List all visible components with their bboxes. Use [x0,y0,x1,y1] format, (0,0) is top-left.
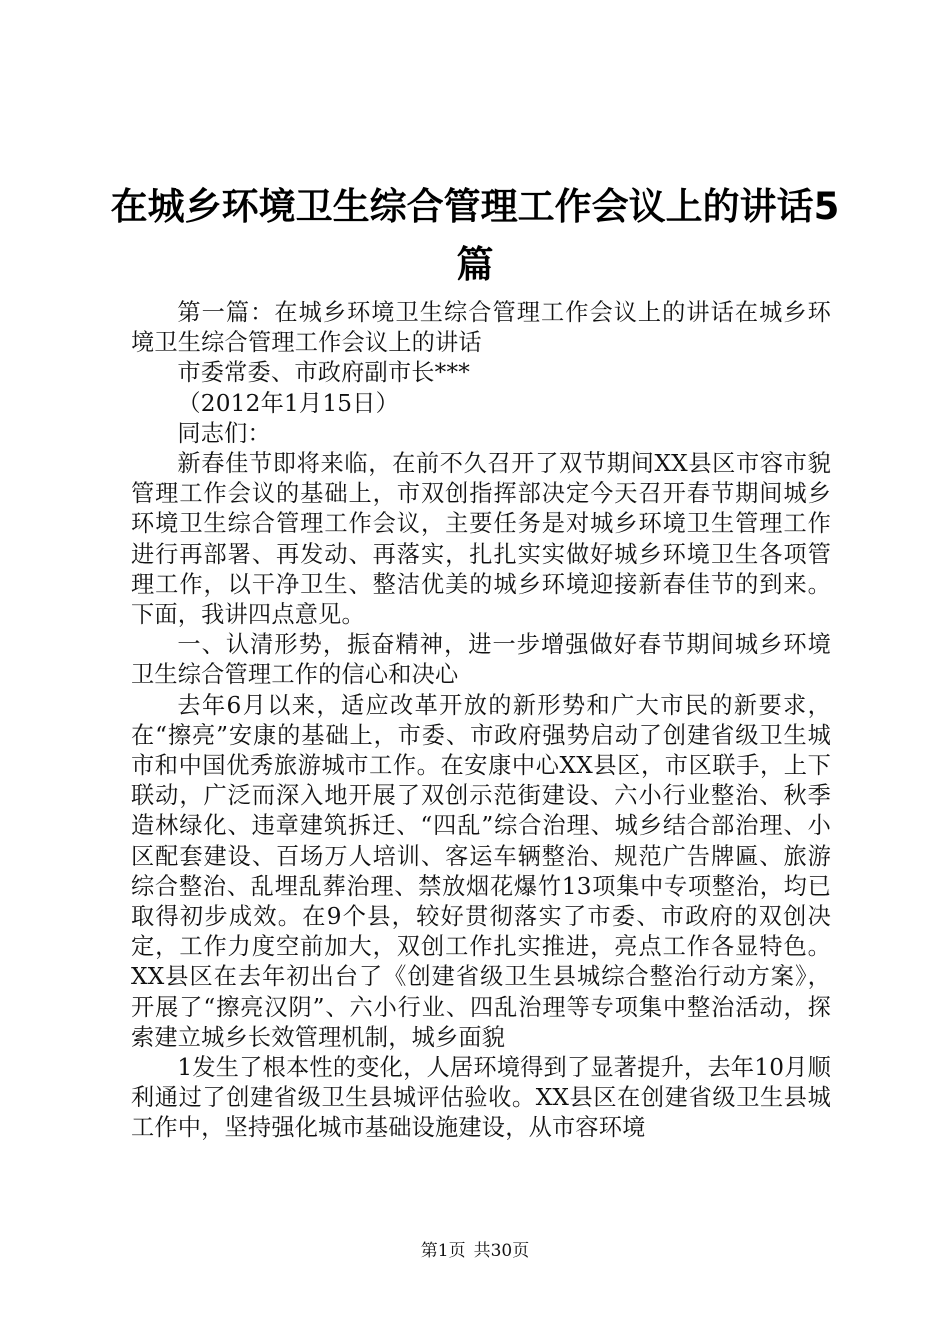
paragraph-intro: 新春佳节即将来临，在前不久召开了双节期间XX县区市容市貌管理工作会议的基础上，市双创指挥部决定今天召开春节期间城乡环境卫生综合管理工作会议，主要任务是对城乡环境卫生管理工作进行再部署、再发动、再落实，扎扎实实做好城乡环境卫生各项管理工作，以干净卫生、整洁优美的城乡环境迎接新春佳节的到来。下面，我讲四点意见。 [131,450,831,629]
paragraph-continuation: 1发生了根本性的变化，人居环境得到了显著提升，去年10月顺利通过了创建省级卫生县城评估验收。XX县区在创建省级卫生县城工作中，坚持强化城市基础设施建设，从市容环境 [131,1054,831,1142]
paragraph-heading-first-piece: 第一篇：在城乡环境卫生综合管理工作会议上的讲话在城乡环境卫生综合管理工作会议上的讲话 [131,299,831,357]
page-number: 第1页 [420,1241,466,1261]
paragraph-date: （2012年1月15日） [177,389,399,417]
document-body [131,298,831,1144]
page-total: 共30页 [473,1241,530,1261]
document-title: 在城乡环境卫生综合管理工作会议上的讲话5篇 [110,185,840,286]
paragraph-speaker: 市委常委、市政府副市长*** [177,359,471,387]
paragraph-section-one-heading: 一、认清形势，振奋精神，进一步增强做好春节期间城乡环境卫生综合管理工作的信心和决心 [131,631,831,689]
page-footer [0,1240,950,1262]
paragraph-salutation: 同志们： [177,419,271,447]
paragraph-section-one-body: 去年6月以来，适应改革开放的新形势和广大市民的新要求，在“擦亮”安康的基础上，市委、市政府强势启动了创建省级卫生城市和中国优秀旅游城市工作。在安康中心XX县区，市区联手，上下联动，广泛而深入地开展了双创示范街建设、六小行业整治、秋季造林绿化、违章建筑拆迁、“四乱”综合治理、城乡结合部治理、小区配套建设、百场万人培训、客运车辆整治、规范广告牌匾、旅游综合整治、乱埋乱葬治理、禁放烟花爆竹13项集中专项整治，均已取得初步成效。在9个县，较好贯彻落实了市委、市政府的双创决定，工作力度空前加大，双创工作扎实推进，亮点工作各显特色。XX县区在去年初出台了《创建省级卫生县城综合整治行动方案》，开展了“擦亮汉阴”、六小行业、四乱治理等专项集中整治活动，探索建立城乡长效管理机制，城乡面貌 [131,691,831,1051]
